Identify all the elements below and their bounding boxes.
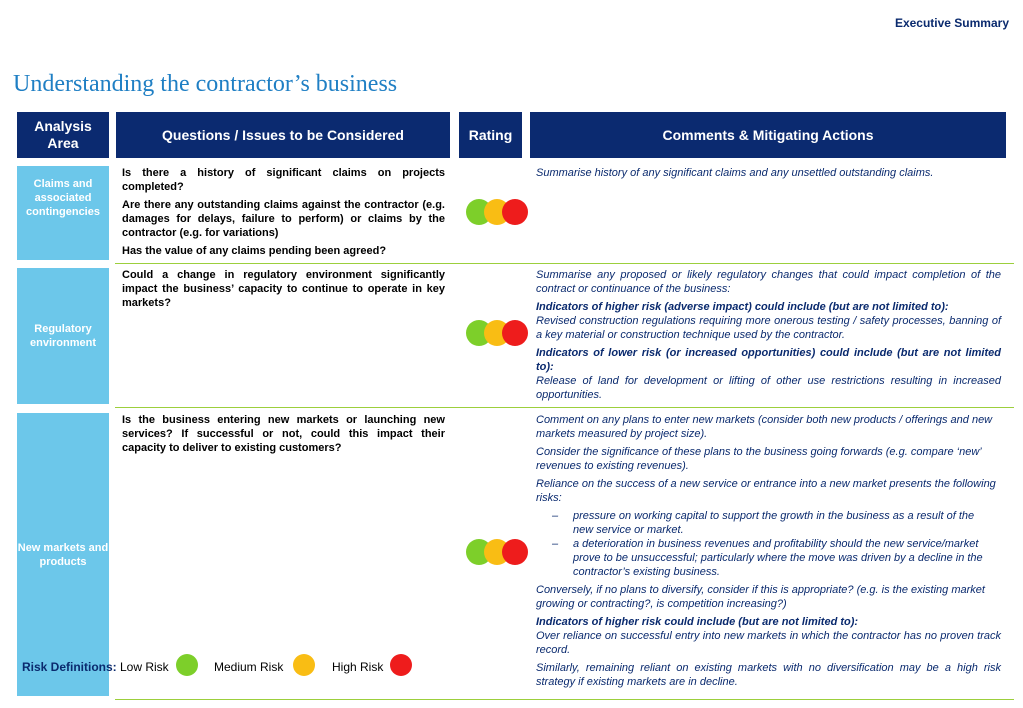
- header-comments: Comments & Mitigating Actions: [530, 112, 1006, 158]
- lower-risk-heading: Indicators of lower risk (or increased opportunities) could include (but are not limited to):: [536, 347, 1001, 373]
- rating-dots-claims: [466, 199, 528, 225]
- header-questions: Questions / Issues to be Considered: [116, 112, 450, 158]
- comments-claims: [536, 166, 1001, 184]
- legend-low-label: Low Risk: [120, 660, 169, 674]
- low-risk-dot: [176, 654, 198, 676]
- comment-text: Reliance on the success of a new service or entrance into a new market presents the following risks:: [536, 478, 996, 504]
- question: Are there any outstanding claims against the contractor (e.g. damages for delays, failure to perform) or claims by the contractor (e.g. for variations): [122, 199, 445, 239]
- questions-regulatory: [122, 268, 445, 314]
- comment-text: Consider the significance of these plans to the business going forwards (e.g. compare ‘new’ revenues to existing revenues).: [536, 446, 982, 472]
- section-label: Executive Summary: [894, 16, 1009, 30]
- question: Is the business entering new markets or launching new services? If successful or not, could this impact their capacity to deliver to existing customers?: [122, 414, 445, 454]
- comments-regulatory: [536, 268, 1001, 406]
- question: Has the value of any claims pending been agreed?: [122, 245, 387, 257]
- high-risk-dot: [502, 539, 528, 565]
- question: Is there a history of significant claims on projects completed?: [122, 167, 445, 193]
- comment-text: Revised construction regulations requiring more onerous testing / safety processes, banning of a key material or construction technique used by the contractor.: [536, 315, 1001, 341]
- row-separator: [115, 263, 1014, 264]
- high-risk-dot: [502, 320, 528, 346]
- row-separator: [115, 407, 1014, 408]
- comment-text: Comment on any plans to enter new markets (consider both new products / offerings and new markets measured by project size).: [536, 414, 993, 440]
- high-risk-dot: [502, 199, 528, 225]
- question: Could a change in regulatory environment significantly impact the business’ capacity to continue to operate in key markets?: [122, 269, 445, 309]
- page-title: Understanding the contractor’s business: [13, 71, 398, 97]
- rating-dots-regulatory: [466, 320, 528, 346]
- comments-new-markets: [536, 413, 1001, 693]
- higher-risk-heading: Indicators of higher risk (adverse impact) could include (but are not limited to):: [536, 301, 949, 313]
- comment-text: Release of land for development or lifting of other use restrictions resulting in increased opportunities.: [536, 375, 1001, 401]
- high-risk-dot: [390, 654, 412, 676]
- questions-new-markets: [122, 413, 445, 459]
- header-rating: Rating: [459, 112, 522, 158]
- legend-high-label: High Risk: [332, 660, 384, 674]
- area-new-markets: New markets and products: [17, 413, 109, 696]
- row-separator: [115, 699, 1014, 700]
- comment-text: Summarise history of any significant claims and any unsettled outstanding claims.: [536, 167, 934, 179]
- legend-medium-label: Medium Risk: [214, 660, 284, 674]
- list-item: – a deterioration in business revenues and profitability should the new service/market prove to be unsuccessful; particularly where the move was driven by a decline in the contractor’s existing business.: [552, 538, 983, 578]
- area-claims: Claims and associated contingencies: [17, 166, 109, 260]
- area-regulatory: Regulatory environment: [17, 268, 109, 404]
- risk-list: [536, 509, 1001, 579]
- higher-risk-heading: Indicators of higher risk could include (but are not limited to):: [536, 616, 859, 628]
- questions-claims: [122, 166, 445, 262]
- comment-text: Summarise any proposed or likely regulatory changes that could impact completion of the contract or continuance of the business:: [536, 269, 1001, 295]
- header-analysis-area: Analysis Area: [17, 112, 109, 158]
- comment-text: Conversely, if no plans to diversify, consider if this is appropriate? (e.g. is the existing market growing or contracting?, is competition increasing?): [536, 584, 985, 610]
- comment-text: Over reliance on successful entry into new markets in which the contractor has no proven track record.: [536, 630, 1001, 656]
- legend-title: Risk Definitions:: [22, 660, 117, 674]
- list-item: – pressure on working capital to support the growth in the business as a result of the new service or market.: [552, 510, 975, 536]
- rating-dots-new-markets: [466, 539, 528, 565]
- medium-risk-dot: [293, 654, 315, 676]
- comment-text: Similarly, remaining reliant on existing markets with no diversification may be a high risk strategy if existing markets are in decline.: [536, 662, 1001, 688]
